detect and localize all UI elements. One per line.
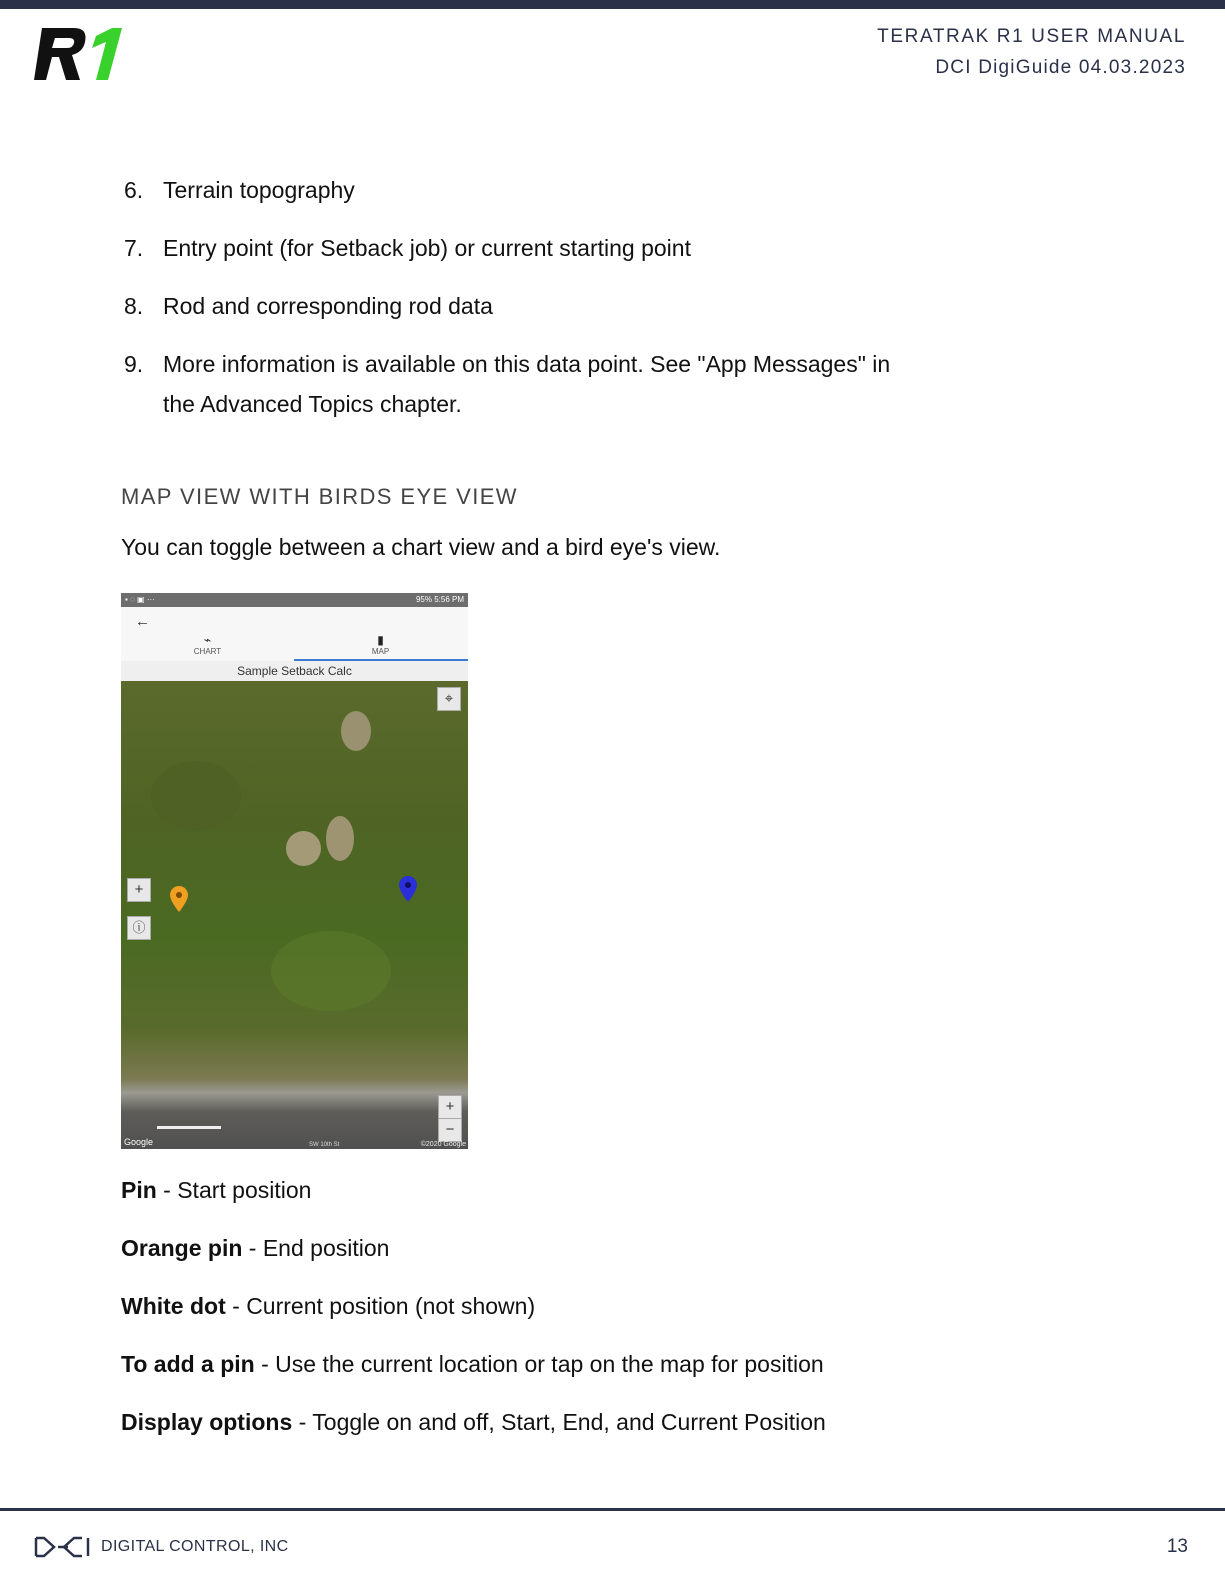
top-border bbox=[0, 0, 1225, 9]
display-options-button[interactable]: ⓘ bbox=[127, 916, 151, 940]
section-heading: MAP VIEW WITH BIRDS EYE VIEW bbox=[121, 484, 518, 509]
terrain-patch bbox=[326, 816, 354, 861]
tab-map[interactable] bbox=[294, 633, 467, 656]
satellite-map[interactable] bbox=[121, 681, 468, 1149]
company-name: DIGITAL CONTROL, INC bbox=[101, 1538, 289, 1555]
end-pin-icon[interactable] bbox=[170, 886, 188, 912]
definition-desc: - Use the current location or tap on the map for position bbox=[254, 1351, 824, 1377]
definition-desc: - Current position (not shown) bbox=[225, 1293, 536, 1319]
page-number: 13 bbox=[1166, 1536, 1188, 1557]
back-arrow-icon[interactable]: ← bbox=[135, 613, 150, 630]
definition-term: Orange pin bbox=[121, 1235, 243, 1261]
definition-term: Pin bbox=[121, 1177, 157, 1203]
list-item bbox=[121, 228, 921, 268]
status-text: 95% 5:56 PM bbox=[415, 595, 464, 604]
app-bar bbox=[121, 607, 468, 661]
list-text: Entry point (for Setback job) or current starting point bbox=[163, 235, 691, 261]
manual-title: TERATRAK R1 USER MANUAL bbox=[877, 26, 1186, 47]
list-item bbox=[121, 286, 921, 326]
definition-item bbox=[121, 1344, 1021, 1384]
street-label: SW 10th St bbox=[309, 1142, 340, 1148]
list-text: More information is available on this data point. See "App Messages" in the Advanced Topics chapter. bbox=[163, 351, 891, 417]
list-text: Rod and corresponding rod data bbox=[163, 293, 493, 319]
doc-version: DCI DigiGuide 04.03.2023 bbox=[935, 57, 1186, 78]
definition-desc: - Toggle on and off, Start, End, and Current Position bbox=[292, 1409, 826, 1435]
list-number: 6. bbox=[124, 177, 144, 203]
r1-logo bbox=[34, 28, 124, 80]
my-location-button[interactable]: ⌖ bbox=[437, 687, 461, 711]
numbered-list bbox=[121, 170, 921, 442]
zoom-in-button[interactable]: + bbox=[438, 1095, 462, 1119]
terrain-patch bbox=[286, 831, 321, 866]
list-item bbox=[121, 344, 923, 424]
start-pin-icon[interactable] bbox=[399, 876, 417, 902]
legend-definitions bbox=[121, 1170, 1021, 1460]
list-item bbox=[121, 170, 921, 210]
list-text: Terrain topography bbox=[163, 177, 355, 203]
section-intro: You can toggle between a chart view and a bird eye's view. bbox=[121, 534, 721, 560]
tab-map-label: MAP bbox=[371, 647, 390, 656]
definition-item bbox=[121, 1228, 1021, 1268]
add-pin-button[interactable]: + bbox=[127, 878, 151, 902]
list-number: 8. bbox=[124, 293, 144, 319]
map-copyright: ©2020 Google bbox=[420, 1141, 466, 1148]
terrain-patch bbox=[271, 931, 391, 1011]
list-number: 7. bbox=[124, 235, 144, 261]
google-attribution: Google bbox=[124, 1137, 154, 1147]
terrain-patch bbox=[341, 711, 371, 751]
terrain-patch bbox=[151, 761, 241, 831]
definition-item bbox=[121, 1286, 1021, 1326]
chart-icon: ⌁ bbox=[203, 633, 212, 647]
zoom-out-button[interactable]: − bbox=[438, 1118, 462, 1142]
definition-term: To add a pin bbox=[121, 1351, 255, 1377]
map-icon: ▮ bbox=[377, 633, 384, 647]
dci-logo bbox=[34, 1536, 92, 1558]
definition-item bbox=[121, 1402, 1021, 1442]
definition-desc: - Start position bbox=[156, 1177, 312, 1203]
status-bar bbox=[121, 593, 468, 607]
road-marking bbox=[157, 1126, 221, 1129]
definition-term: White dot bbox=[121, 1293, 226, 1319]
definition-term: Display options bbox=[121, 1409, 293, 1435]
tab-chart-label: CHART bbox=[193, 647, 222, 656]
status-icons: ▪ ◌ ▣ ··· bbox=[125, 595, 155, 604]
definition-desc: - End position bbox=[242, 1235, 390, 1261]
tab-chart[interactable] bbox=[121, 633, 294, 656]
job-title: Sample Setback Calc bbox=[121, 661, 468, 681]
app-screenshot bbox=[121, 593, 468, 1149]
definition-item bbox=[121, 1170, 1021, 1210]
footer-border bbox=[0, 1508, 1225, 1511]
list-number: 9. bbox=[124, 351, 144, 377]
